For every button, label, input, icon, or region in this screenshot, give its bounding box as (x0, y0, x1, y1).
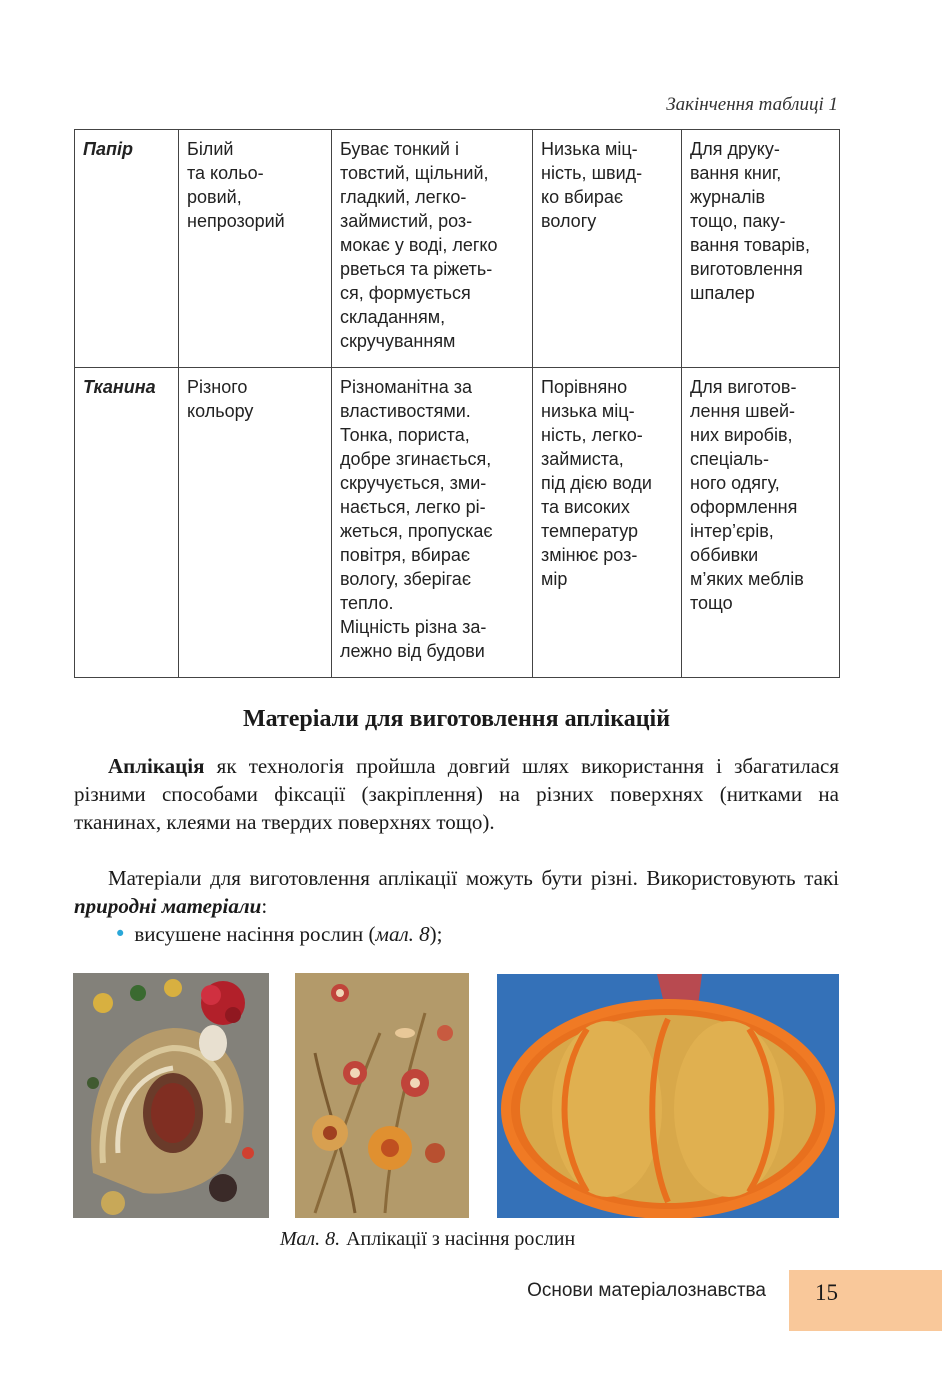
page-number: 15 (815, 1280, 838, 1305)
material-usage: Для друку- вання книг, журналів тощо, паку- вання товарів, виготовлення шпалер (682, 130, 840, 368)
bullet-item (114, 920, 442, 948)
photo-pumpkin-applique (497, 974, 839, 1218)
material-name: Тканина (75, 368, 179, 678)
bullet-text: висушене насіння рослин ( (134, 922, 376, 946)
bullet-icon: • (114, 922, 127, 946)
material-properties: Буває тонкий і товстий, щільний, гладкий, легко- займистий, роз- мокає у воді, легко рветься та ріжеть- ся, формується складанням, скручуванням (332, 130, 533, 368)
paragraph-text: Матеріали для виготовлення аплікації можуть бути різні. Використовують такі (108, 866, 839, 890)
figure-caption (280, 1228, 575, 1251)
figure-label: Мал. 8. (280, 1228, 341, 1250)
material-usage: Для виготов- лення швей- них виробів, спеціаль- ного одягу, оформлення інтер’єрів, оббивки м’яких меблів тощо (682, 368, 840, 678)
figure-reference: мал. 8 (375, 922, 430, 946)
term-natural-materials: природні матеріали (74, 894, 262, 918)
paragraph-text: як технологія пройшла довгий шлях використання і збагатилася різними способами фіксації (закріплення) на різних поверхнях (нитками на тканинах, клеями на твердих поверхнях тощо). (74, 754, 839, 834)
material-color: Різного кольору (179, 368, 332, 678)
material-strength: Порівняно низька міц- ність, легко- займиста, під дією води та високих температур змінює роз- мір (533, 368, 682, 678)
term-applique: Аплікація (108, 754, 205, 778)
table-row (75, 130, 840, 368)
material-properties: Різноманітна за властивостями. Тонка, пориста, добре згинається, скручується, зми- нається, легко рі- жеться, пропускає повітря, вбирає вологу, зберігає тепло. Міцність різна за- лежно від будови (332, 368, 533, 678)
footer-section-title: Основи матеріалознавства (527, 1280, 766, 1301)
photo-flowers-applique (295, 973, 469, 1218)
page-number-box (789, 1270, 942, 1331)
table-continuation-caption: Закінчення таблиці 1 (666, 94, 838, 115)
bullet-end: ); (429, 922, 443, 946)
paragraph-punct: : (261, 894, 268, 918)
material-name: Папір (75, 130, 179, 368)
materials-table (74, 129, 840, 678)
figure-caption-text: Аплікації з насіння рослин (346, 1228, 576, 1250)
material-strength: Низька міц- ність, швид- ко вбирає вологу (533, 130, 682, 368)
paragraph-applique (74, 752, 839, 836)
section-heading: Матеріали для виготовлення аплікацій (242, 706, 671, 732)
photo-rooster-applique (73, 973, 269, 1218)
material-color: Білий та кольо- ровий, непрозорий (179, 130, 332, 368)
table-row (75, 368, 840, 678)
paragraph-materials (74, 864, 839, 920)
